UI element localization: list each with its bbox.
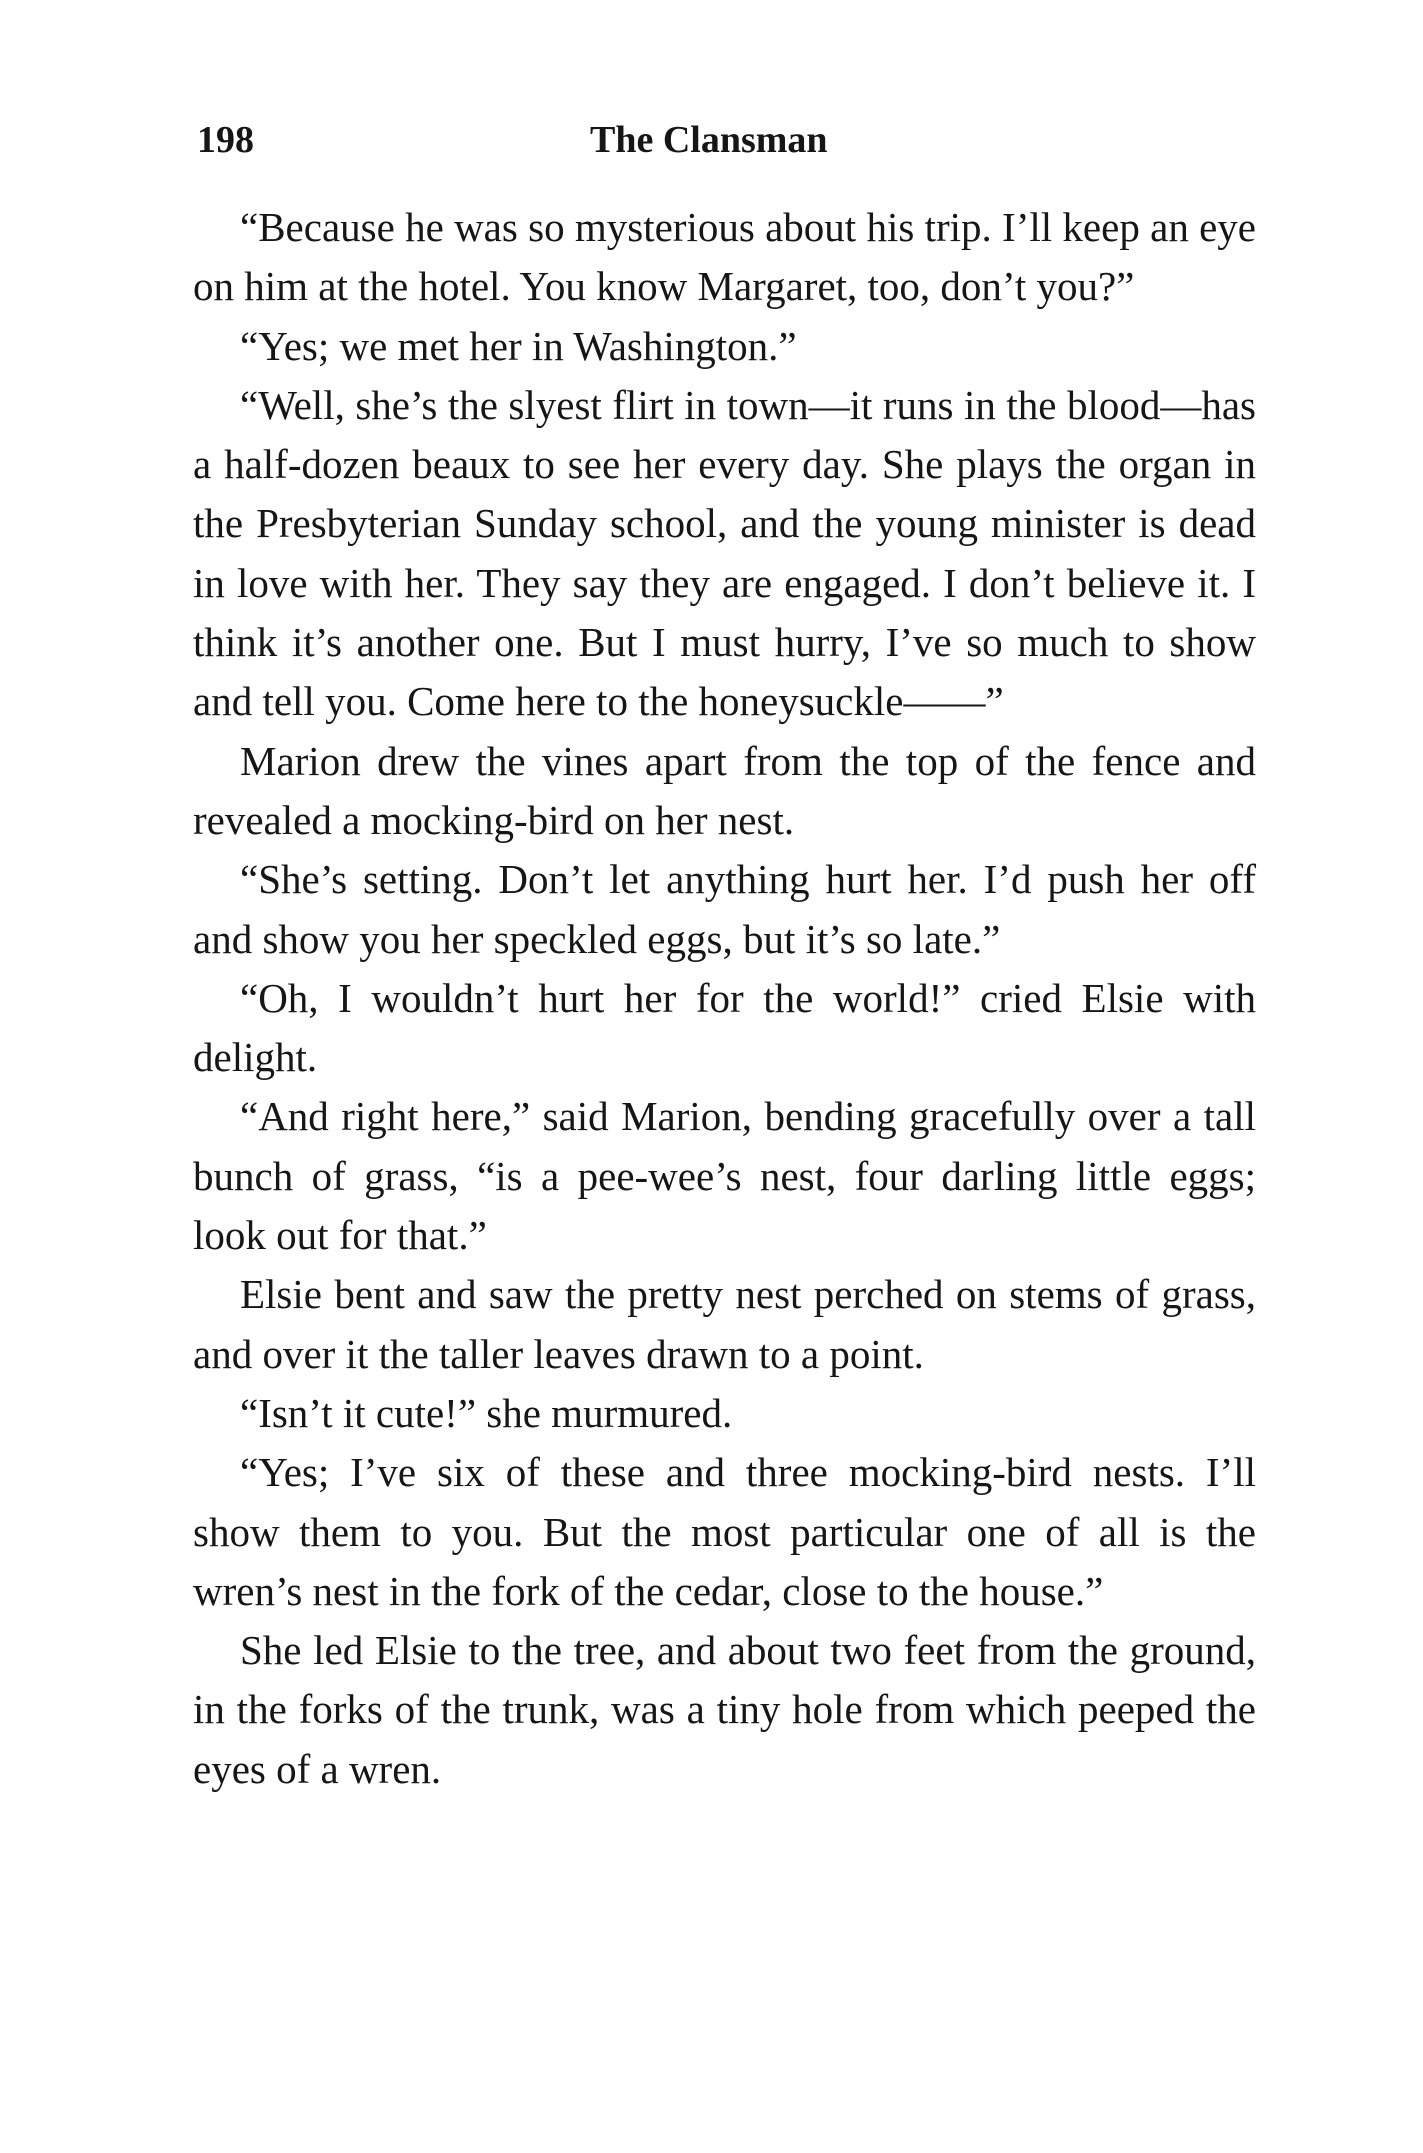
paragraph: She led Elsie to the tree, and about two feet from the ground, in the forks of the trunk, was a tiny hole from which peeped the eyes of a wren. (193, 1627, 1256, 1792)
page-number: 198 (197, 119, 254, 161)
paragraph: Marion drew the vines apart from the top of the fence and revealed a mocking-bird on her nest. (193, 737, 1256, 843)
paragraph: “And right here,” said Marion, bending gracefully over a tall bunch of grass, “is a pee-wee’s nest, four darling little eggs; look out for that.” (193, 1093, 1256, 1259)
paragraph: “Oh, I wouldn’t hurt her for the world!” cried Elsie with delight. (193, 974, 1256, 1081)
page-header (197, 118, 1257, 174)
paragraph: “Isn’t it cute!” she murmured. (240, 1389, 733, 1436)
paragraph: “Because he was so mysterious about his trip. I’ll keep an eye on him at the hotel. You know Margaret, too, don’t you?” (193, 204, 1256, 310)
body-text (193, 198, 1256, 1799)
paragraph: “Yes; we met her in Washington.” (240, 322, 797, 369)
paragraph: “Yes; I’ve six of these and three mocking-bird nests. I’ll show them to you. But the most particular one of all is the wren’s nest in the fork of the cedar, close to the house.” (193, 1449, 1256, 1614)
paragraph: “She’s setting. Don’t let anything hurt her. I’d push her off and show you her speckled eggs, but it’s so late.” (193, 856, 1256, 962)
running-head: The Clansman (590, 119, 828, 161)
paragraph: “Well, she’s the slyest flirt in town—it runs in the blood—has a half-dozen beaux to see her every day. She plays the organ in the Presbyterian Sunday school, and the young minister is dead in love with her. They say they are engaged. I don’t believe it. I think it’s another one. But I must hurry, I’ve so much to show and tell you. Come here to the honeysuckle——” (193, 381, 1256, 725)
paragraph: Elsie bent and saw the pretty nest perched on stems of grass, and over it the taller leaves drawn to a point. (193, 1271, 1256, 1377)
